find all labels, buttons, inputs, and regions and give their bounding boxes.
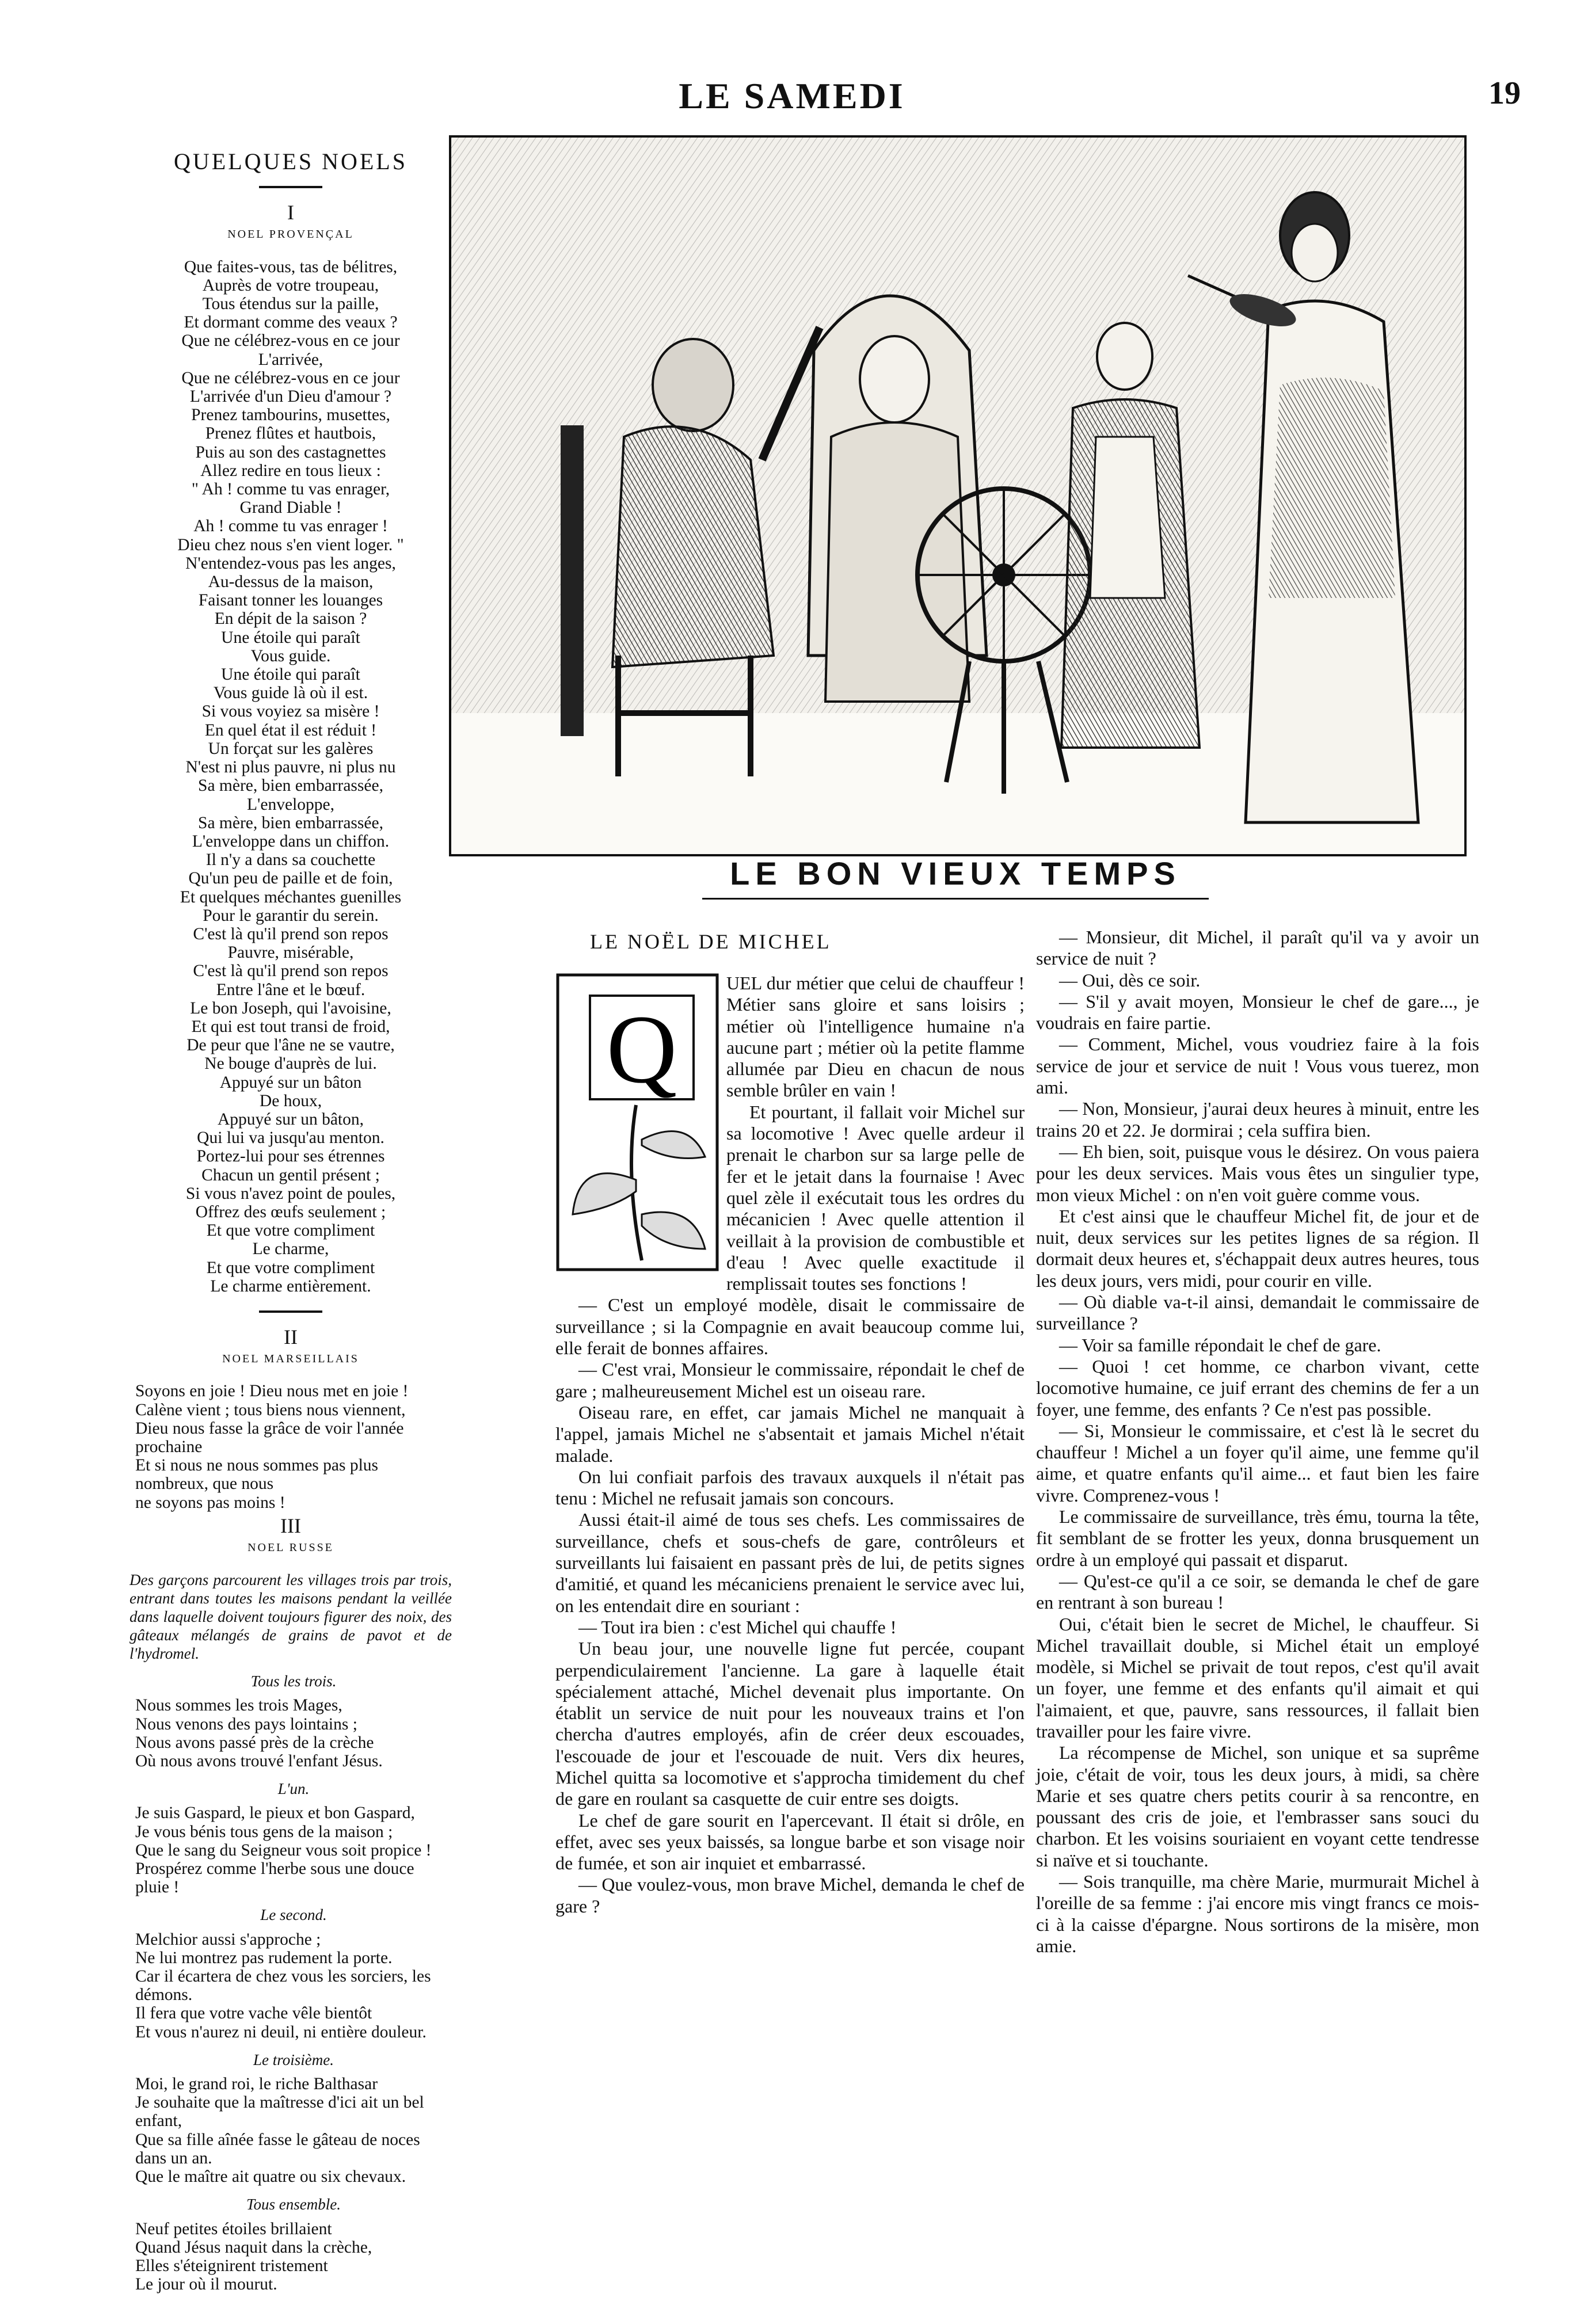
story-column-3	[1036, 927, 1479, 1957]
caption-rule	[702, 898, 1209, 900]
verse-line: Dieu chez nous s'en vient loger. "	[177, 535, 404, 554]
story-paragraph: Aussi était-il aimé de tous ses chefs. Les commissaires de surveillance, chefs et sous-chefs de gare, contrôleurs et surveillants lui faisaient en passant près de lui, de petits signes d'amitié, et quand les mécaniciens prenaient le service avec lui, on les entendait dire en souriant :	[555, 1509, 1025, 1616]
verse-line: Si vous n'avez point de poules,	[185, 1184, 396, 1203]
section-subtitle: NOEL PROVENÇAL	[227, 228, 354, 241]
verse-line: Chacun un gentil présent ;	[201, 1165, 380, 1184]
verse-line: L'arrivée d'un Dieu d'amour ?	[189, 387, 392, 406]
verse-line: Et quelques méchantes guenilles	[180, 887, 402, 906]
verse-line: Pour le garantir du serein.	[203, 906, 379, 925]
story-paragraph: — Tout ira bien : c'est Michel qui chauffe !	[578, 1616, 897, 1637]
story-title: LE NOËL DE MICHEL	[590, 930, 832, 953]
verse-line: Une étoile qui paraît	[221, 665, 360, 684]
story-column-2	[555, 973, 1025, 1917]
verse-line: Appuyé sur un bâton,	[218, 1110, 364, 1129]
section-numeral: I	[287, 201, 294, 224]
verse-line: Allez redire en tous lieux :	[200, 461, 381, 480]
divider	[259, 1310, 322, 1313]
verse-line: Faisant tonner les louanges	[198, 591, 383, 610]
story-paragraph: La récompense de Michel, son unique et sa suprême joie, c'était de voir, tous les deux jours, à midi, sa chère Marie et ses quatre chers petits courir à sa rencontre, en poussant des cris de joie, et l'embrasser sans souci du charbon. Et les voisins souriaient en voyant cette tendresse si naïve et si touchante.	[1036, 1742, 1479, 1870]
story-paragraph: — Si, Monsieur le commissaire, et c'est là le secret du chauffeur ! Michel a un foyer qu'il aime, une femme qu'il aime, et quatre enfants qu'il aime... et faut bien les faire vivre. Comprenez-vous !	[1036, 1420, 1479, 1506]
verse-line: Il n'y a dans sa couchette	[205, 851, 376, 870]
verse-line: Le jour où il mourut.	[135, 2275, 277, 2294]
story-paragraph: On lui confiait parfois des travaux auxquels il n'était pas tenu : Michel ne refusait jamais son concours.	[555, 1466, 1025, 1509]
verse-line: Que ne célébrez-vous en ce jour	[181, 332, 400, 350]
verse-line: Portez-lui pour ses étrennes	[196, 1147, 385, 1166]
dropcap-ornament	[555, 973, 719, 1272]
verse-line: De peur que l'âne ne se vautre,	[186, 1036, 395, 1055]
verse-line: C'est là qu'il prend son repos	[193, 924, 389, 943]
verse-line: Une étoile qui paraît	[221, 628, 360, 647]
illustration-caption: LE BON VIEUX TEMPS	[730, 855, 1181, 891]
section-subtitle: NOEL RUSSE	[248, 1541, 334, 1555]
story-paragraph: Oui, c'était bien le secret de Michel, le chauffeur. Si Michel travaillait double, si Michel était un employé modèle, si Michel se privait de tout repos, c'est qu'il avait un foyer, une femme et des enfants qu'il aimait et qui l'aimaient, et que, pauvre, sans ressources, il fallait bien travailler pour les faire vivre.	[1036, 1613, 1479, 1742]
verse-line: Ne lui montrez pas rudement la porte.	[135, 1948, 393, 1967]
verse-line: Le charme entièrement.	[210, 1277, 371, 1296]
poem-part-3	[130, 1672, 452, 2293]
journal-title: LE SAMEDI	[679, 75, 905, 116]
story-paragraph: — Quoi ! cet homme, ce charbon vivant, cette locomotive humaine, ce juif errant des chemins de fer a un foyer, une femme, des enfants ? Ce n'est pas possible.	[1036, 1355, 1479, 1420]
verse-line: L'enveloppe dans un chiffon.	[192, 832, 390, 851]
verse-line: Je vous bénis tous gens de la maison ;	[135, 1822, 393, 1841]
illustration-engraving	[449, 135, 1467, 856]
verse-line: Appuyé sur un bâton	[219, 1073, 362, 1092]
verse-line: Que faites-vous, tas de bélitres,	[184, 257, 398, 276]
verse-line: L'arrivée,	[258, 350, 323, 369]
verse-line: Et vous n'aurez ni deuil, ni entière douleur.	[135, 2022, 427, 2041]
story-paragraph: — Où diable va-t-il ainsi, demandait le commissaire de surveillance ?	[1036, 1291, 1479, 1334]
story-paragraph: — Monsieur, dit Michel, il paraît qu'il va y avoir un service de nuit ?	[1036, 927, 1479, 969]
verse-line: Je suis Gaspard, le pieux et bon Gaspard,	[135, 1804, 415, 1823]
verse-line: Et qui est tout transi de froid,	[191, 1017, 390, 1036]
old-times-scene-image	[451, 138, 1464, 854]
verse-line: Et que votre compliment	[206, 1221, 375, 1240]
verse-line: Pauvre, misérable,	[227, 943, 354, 962]
page-header	[0, 75, 1584, 127]
verse-line: Prenez tambourins, musettes,	[191, 406, 390, 425]
story-paragraph: Et c'est ainsi que le chauffeur Michel fit, de jour et de nuit, deux services sur les petites lignes de sa région. Il dormait deux heures et, s'échappait deux autres heures, tous les deux jours, vers midi, pour courir en ville.	[1036, 1205, 1479, 1291]
verse-line: Soyons en joie ! Dieu nous met en joie !	[135, 1382, 409, 1401]
verse-line: Le bon Joseph, qui l'avoisine,	[190, 999, 391, 1018]
verse-line: Que le maître ait quatre ou six chevaux.	[135, 2167, 406, 2186]
page-number: 19	[1488, 75, 1521, 111]
story-paragraph: — C'est un employé modèle, disait le commissaire de surveillance ; si la Compagnie en avait beaucoup comme lui, elle ferait de bonnes affaires.	[555, 1294, 1025, 1359]
story-paragraph: — Sois tranquille, ma chère Marie, murmurait Michel à l'oreille de sa femme : j'ai encore mis vingt francs ce mois-ci à la caisse d'épargne. Nous sortirons de la misère, mon amie.	[1036, 1871, 1479, 1956]
story-paragraph: Le commissaire de surveillance, très ému, tourna la tête, fit semblant de se frotter les yeux, donna brusquement un ordre à un employé qui passait et disparut.	[1036, 1506, 1479, 1570]
story-paragraph: — S'il y avait moyen, Monsieur le chef de gare..., je voudrais en faire partie.	[1036, 990, 1479, 1034]
verse-line: Je souhaite que la maîtresse d'ici ait un bel enfant,	[135, 2093, 424, 2131]
verse-line: C'est là qu'il prend son repos	[193, 962, 389, 981]
verse-line: Et dormant comme des veaux ?	[184, 313, 398, 332]
verse-line: Melchior aussi s'approche ;	[135, 1930, 321, 1949]
verse-line: Neuf petites étoiles brillaient	[135, 2219, 332, 2238]
verse-line: " Ah ! comme tu vas enrager,	[191, 480, 390, 499]
verse-line: Puis au son des castagnettes	[195, 443, 386, 462]
verse-line: Sa mère, bien embarrassée,	[198, 813, 383, 832]
verse-line: Car il écartera de chez vous les sorciers, les démons.	[135, 1967, 431, 2005]
verse-line: Que le sang du Seigneur vous soit propice !	[135, 1841, 432, 1860]
story-paragraph: Un beau jour, une nouvelle ligne fut percée, coupant perpendiculairement l'ancienne. La gare à laquelle était spécialement attaché, Michel devenait plus importante. On établit un service de nuit pour les nouveaux trains et l'on chercha d'autres employés, afin de créer deux escouades, l'escouade de jour et l'escouade de nuit. Vers dix heures, Michel quitta sa locomotive et s'approcha timidement du chef de gare en roulant sa casquette de cuir entre ses doigts.	[555, 1638, 1025, 1809]
verse-line: Ah ! comme tu vas enrager !	[193, 517, 388, 536]
verse-line: Auprès de votre troupeau,	[202, 276, 379, 295]
speaker-label: Tous ensemble.	[246, 2196, 341, 2213]
verse-line: Et que votre compliment	[206, 1258, 375, 1277]
verse-line: Au-dessus de la maison,	[208, 573, 374, 592]
story-paragraph: — Que voulez-vous, mon brave Michel, demanda le chef de gare ?	[555, 1874, 1025, 1917]
story-paragraph: — Oui, dès ce soir.	[1059, 969, 1201, 990]
speaker-label: L'un.	[277, 1780, 310, 1798]
lily-ornament-icon	[555, 973, 719, 1272]
story-paragraph: Oiseau rare, en effet, car jamais Michel ne manquait à l'appel, jamais Michel ne s'absentait et jamais Michel n'était malade.	[555, 1401, 1025, 1466]
verse-line: Le charme,	[252, 1240, 329, 1259]
verse-line: Offrez des œufs seulement ;	[195, 1202, 386, 1221]
story-paragraph: — Non, Monsieur, j'aurai deux heures à minuit, entre les trains 20 et 22. Je dormirai ; cela suffira bien.	[1036, 1098, 1479, 1141]
verse-line: Que ne célébrez-vous en ce jour	[181, 368, 400, 387]
verse-line: Qui lui va jusqu'au menton.	[197, 1129, 384, 1148]
verse-line: N'entendez-vous pas les anges,	[185, 554, 396, 573]
verse-line: Tous étendus sur la paille,	[202, 295, 379, 314]
story-paragraph: — Comment, Michel, vous voudriez faire à la fois service de jour et service de nuit ! Vous vous tuerez, mon ami.	[1036, 1034, 1479, 1098]
section-numeral: III	[280, 1514, 301, 1537]
speaker-label: Tous les trois.	[250, 1672, 337, 1690]
story-paragraph: — C'est vrai, Monsieur le commissaire, répondait le chef de gare ; malheureusement Michel est un oiseau rare.	[555, 1359, 1025, 1401]
speaker-label: Le troisième.	[253, 2051, 334, 2068]
verse-line: Sa mère, bien embarrassée,	[198, 776, 383, 795]
section-subtitle: NOEL MARSEILLAIS	[222, 1353, 359, 1366]
verse-line: L'enveloppe,	[247, 795, 334, 814]
story-paragraph: Et pourtant, il fallait voir Michel sur sa locomotive ! Avec quelle ardeur il prenait le charbon sur sa large pelle de fer et le jetait dans la fournaise ! Avec quel zèle il exécutait tous les ordres du mécanicien ! Avec quelle attention il veillait à la provision de combustible et d'eau ! Avec quelle exactitude il remplissait toutes ses fonctions !	[726, 1101, 1025, 1294]
verse-line: N'est ni plus pauvre, ni plus nu	[185, 758, 396, 777]
verse-line: En quel état il est réduit !	[204, 721, 377, 740]
divider	[259, 186, 322, 188]
verse-line: Grand Diable !	[239, 498, 342, 517]
verse-line: En dépit de la saison ?	[214, 609, 367, 628]
story-paragraph: — Eh bien, soit, puisque vous le désirez. On vous paiera pour les deux services. Mais vous êtes un singulier type, mon vieux Michel : on n'en voit guère comme vous.	[1036, 1141, 1479, 1205]
verse-line: Calène vient ; tous biens nous viennent,	[135, 1400, 406, 1419]
section-numeral: II	[284, 1325, 298, 1348]
verse-line: Nous sommes les trois Mages,	[135, 1696, 342, 1715]
verse-line: Moi, le grand roi, le riche Balthasar	[135, 2075, 378, 2094]
verse-line: Entre l'âne et le bœuf.	[216, 980, 365, 999]
verse-line: Nous venons des pays lointains ;	[135, 1715, 357, 1734]
verse-line: De houx,	[259, 1091, 322, 1110]
verse-line: Dieu nous fasse la grâce de voir l'année prochaine	[135, 1419, 404, 1456]
poem-title: QUELQUES NOELS	[174, 148, 408, 174]
verse-line: Vous guide là où il est.	[213, 684, 368, 703]
verse-line: Quand Jésus naquit dans la crèche,	[135, 2238, 372, 2257]
dropcap-letter: Q	[606, 995, 677, 1103]
verse-line: Et si nous ne nous sommes pas plus nombreux, que nous	[135, 1456, 379, 1494]
verse-line: Qu'un peu de paille et de foin,	[188, 869, 393, 888]
verse-line: ne soyons pas moins !	[135, 1493, 285, 1512]
story-paragraph: Le chef de gare sourit en l'apercevant. Il était si drôle, en effet, avec ses yeux baissés, sa longue barbe et son visage noir de fumée, et son air inquiet et embarrassé.	[555, 1809, 1025, 1874]
verse-line: Si vous voyiez sa misère !	[201, 702, 380, 721]
poem-part-2	[130, 1382, 452, 1511]
verse-line: Prenez flûtes et hautbois,	[205, 424, 376, 443]
speaker-label: Le second.	[260, 1906, 327, 1924]
russian-carol-note: Des garçons parcourent les villages trois par trois, entrant dans toutes les maisons pendant la veillée dans laquelle doivent toujours figurer des noix, des gâteaux mélangés de grains de pavot et de l'hydromel.	[130, 1571, 452, 1663]
verse-line: Que sa fille aînée fasse le gâteau de noces dans un an.	[135, 2130, 420, 2167]
verse-line: Nous avons passé près de la crèche	[135, 1733, 374, 1752]
verse-line: Elles s'éteignirent tristement	[135, 2256, 328, 2275]
verse-line: Vous guide.	[250, 646, 331, 665]
poem-column	[130, 148, 452, 2294]
poem-part-1	[130, 258, 452, 1296]
verse-line: Un forçat sur les galères	[208, 739, 374, 758]
verse-line: Où nous avons trouvé l'enfant Jésus.	[135, 1752, 383, 1771]
story-paragraph: — Voir sa famille répondait le chef de gare.	[1059, 1334, 1381, 1355]
verse-line: Il fera que votre vache vêle bientôt	[135, 2004, 372, 2023]
verse-line: Prospérez comme l'herbe sous une douce pluie !	[135, 1860, 414, 1897]
story-paragraph: — Qu'est-ce qu'il a ce soir, se demanda le chef de gare en rentrant à son bureau !	[1036, 1570, 1479, 1613]
verse-line: Ne bouge d'auprès de lui.	[204, 1054, 377, 1073]
story-paragraph: UEL dur métier que celui de chauffeur ! Métier sans gloire et sans loisirs ; métier où l'intelligence humaine n'a aucune part ; métier où la petite flamme allumée par Dieu en chacun de nous semble brûler en vain !	[726, 973, 1025, 1101]
